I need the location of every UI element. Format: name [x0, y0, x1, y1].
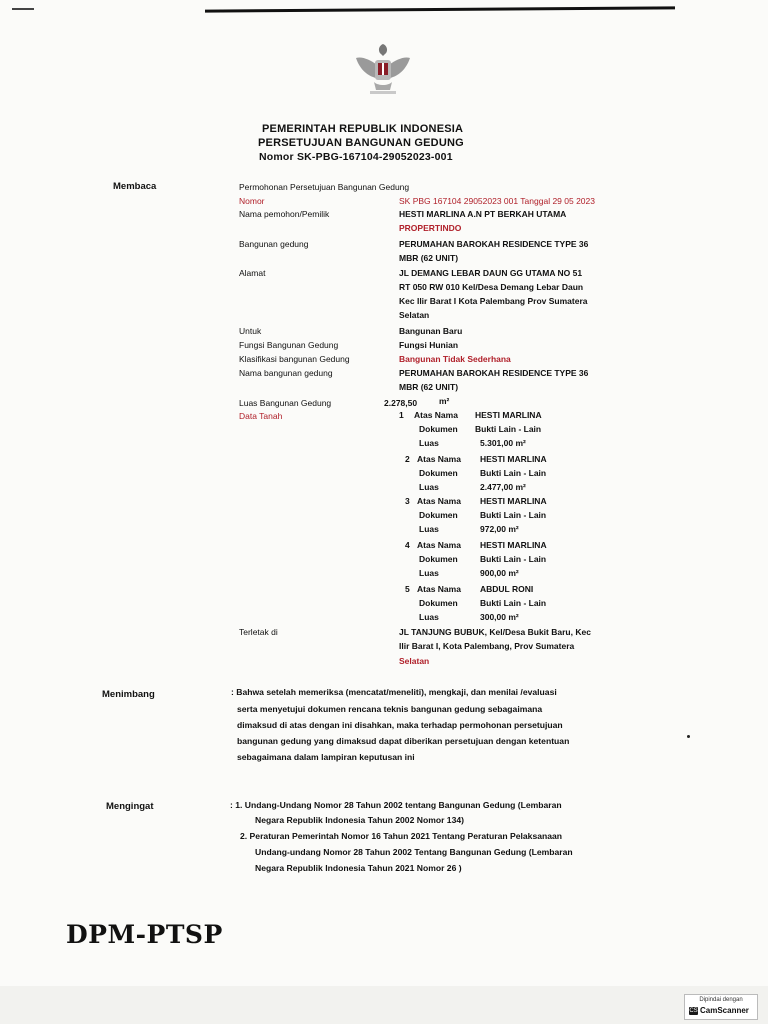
- tanah-5-atas-nama: ABDUL RONI: [480, 584, 534, 594]
- menimbang-line-4: bangunan gedung yang dimaksud dapat diberikan persetujuan dengan ketentuan: [237, 736, 570, 746]
- menimbang-line-5: sebagaimana dalam lampiran keputusan ini: [237, 752, 415, 762]
- tanah-4-dokumen: Bukti Lain - Lain: [480, 554, 547, 564]
- tanah-5-dokumen-label: Dokumen: [419, 598, 458, 608]
- value-terletak-3: Selatan: [399, 656, 430, 666]
- tanah-3-no: 3: [405, 496, 410, 506]
- tanah-3-luas-label: Luas: [419, 524, 439, 534]
- stray-dot: [687, 735, 690, 738]
- tanah-3-luas: 972,00 m²: [480, 524, 519, 534]
- tanah-3-dokumen: Bukti Lain - Lain: [480, 510, 547, 520]
- tanah-2-dokumen: Bukti Lain - Lain: [480, 468, 547, 478]
- mengingat-line-5: Negara Republik Indonesia Tahun 2021 Nomor 26 ): [255, 863, 462, 873]
- tanah-4-luas: 900,00 m²: [480, 568, 519, 578]
- value-fungsi: Fungsi Hunian: [399, 340, 459, 350]
- label-pemohon: Nama pemohon/Pemilik: [239, 209, 330, 219]
- value-nama-bangunan: PERUMAHAN BAROKAH RESIDENCE TYPE 36: [399, 368, 589, 378]
- label-nama-bangunan: Nama bangunan gedung: [239, 368, 333, 378]
- tanah-1-dokumen-label: Dokumen: [419, 424, 458, 434]
- value-nama-bangunan-2: MBR (62 UNIT): [399, 382, 459, 392]
- tanah-3-atas-nama-label: Atas Nama: [417, 496, 461, 506]
- tanah-4-luas-label: Luas: [419, 568, 439, 578]
- camscanner-badge: [684, 994, 758, 1020]
- label-alamat: Alamat: [239, 268, 266, 278]
- value-pemohon-2: PROPERTINDO: [399, 223, 462, 233]
- header-title: PERSETUJUAN BANGUNAN GEDUNG: [258, 137, 464, 149]
- value-terletak: JL TANJUNG BUBUK, Kel/Desa Bukit Baru, Kec: [399, 627, 591, 637]
- tanah-5-no: 5: [405, 584, 410, 594]
- label-untuk: Untuk: [239, 326, 262, 336]
- tanah-2-luas: 2.477,00 m²: [480, 482, 526, 492]
- tanah-2-dokumen-label: Dokumen: [419, 468, 458, 478]
- tanah-5-dokumen: Bukti Lain - Lain: [480, 598, 547, 608]
- value-luas-unit: m²: [439, 396, 450, 406]
- tanah-2-luas-label: Luas: [419, 482, 439, 492]
- tanah-4-atas-nama-label: Atas Nama: [417, 540, 461, 550]
- tanah-4-dokumen-label: Dokumen: [419, 554, 458, 564]
- menimbang-line-2: serta menyetujui dokumen rencana teknis bangunan gedung sebagaimana: [237, 704, 543, 714]
- tanah-2-atas-nama: HESTI MARLINA: [480, 454, 547, 464]
- tanah-1-no: 1: [399, 410, 404, 420]
- label-klasifikasi: Klasifikasi bangunan Gedung: [239, 354, 350, 364]
- top-border-line: [205, 6, 675, 12]
- value-alamat: JL DEMANG LEBAR DAUN GG UTAMA NO 51: [399, 268, 583, 278]
- header-government: PEMERINTAH REPUBLIK INDONESIA: [262, 123, 464, 135]
- tanah-3-dokumen-label: Dokumen: [419, 510, 458, 520]
- value-pemohon: HESTI MARLINA A.N PT BERKAH UTAMA: [399, 209, 567, 219]
- section-mengingat: Mengingat: [106, 801, 154, 812]
- value-bangunan-2: MBR (62 UNIT): [399, 253, 459, 263]
- value-luas-bangunan: 2.278,50: [384, 398, 418, 408]
- mengingat-line-2: Negara Republik Indonesia Tahun 2002 Nomor 134): [255, 815, 465, 825]
- value-bangunan: PERUMAHAN BAROKAH RESIDENCE TYPE 36: [399, 239, 589, 249]
- tanah-2-atas-nama-label: Atas Nama: [417, 454, 461, 464]
- tanah-3-atas-nama: HESTI MARLINA: [480, 496, 547, 506]
- header-number: Nomor SK-PBG-167104-29052023-001: [259, 151, 453, 163]
- membaca-intro: Permohonan Persetujuan Bangunan Gedung: [239, 182, 410, 192]
- tanah-5-atas-nama-label: Atas Nama: [417, 584, 461, 594]
- mengingat-line-1: : 1. Undang-Undang Nomor 28 Tahun 2002 tentang Bangunan Gedung (Lembaran: [230, 800, 562, 810]
- label-terletak: Terletak di: [239, 627, 278, 637]
- label-bangunan: Bangunan gedung: [239, 239, 309, 249]
- tanah-5-luas-label: Luas: [419, 612, 439, 622]
- tanah-1-atas-nama: HESTI MARLINA: [475, 410, 542, 420]
- value-untuk: Bangunan Baru: [399, 326, 463, 336]
- camscanner-caption: Dipindai dengan: [699, 997, 743, 1003]
- label-fungsi: Fungsi Bangunan Gedung: [239, 340, 339, 350]
- tanah-1-luas: 5.301,00 m²: [480, 438, 526, 448]
- mengingat-line-4: Undang-undang Nomor 28 Tahun 2002 Tentang Bangunan Gedung (Lembaran: [255, 847, 573, 857]
- value-alamat-4: Selatan: [399, 310, 430, 320]
- garuda-emblem-icon: [348, 38, 418, 98]
- value-nomor: SK PBG 167104 29052023 001 Tanggal 29 05 2023: [399, 196, 595, 206]
- tanah-1-luas-label: Luas: [419, 438, 439, 448]
- mengingat-line-3: 2. Peraturan Pemerintah Nomor 16 Tahun 2021 Tentang Peraturan Pelaksanaan: [240, 831, 563, 841]
- camscanner-icon: CS: [689, 1008, 698, 1014]
- section-membaca: Membaca: [113, 181, 157, 192]
- value-alamat-2: RT 050 RW 010 Kel/Desa Demang Lebar Daun: [399, 282, 584, 292]
- camscanner-name: CamScanner: [700, 1006, 749, 1015]
- tanah-2-no: 2: [405, 454, 410, 464]
- dpm-ptsp-logo: DPM-PTSP: [66, 920, 223, 949]
- tanah-1-dokumen: Bukti Lain - Lain: [475, 424, 542, 434]
- corner-mark: [12, 8, 34, 10]
- tanah-4-no: 4: [405, 540, 410, 550]
- label-luas-bangunan: Luas Bangunan Gedung: [239, 398, 332, 408]
- label-nomor: Nomor: [239, 196, 265, 206]
- value-alamat-3: Kec Ilir Barat I Kota Palembang Prov Sumatera: [399, 296, 588, 306]
- tanah-1-atas-nama-label: Atas Nama: [414, 410, 458, 420]
- menimbang-line-3: dimaksud di atas dengan ini disahkan, maka terhadap permohonan persetujuan: [237, 720, 563, 730]
- tanah-5-luas: 300,00 m²: [480, 612, 519, 622]
- value-terletak-2: Ilir Barat I, Kota Palembang, Prov Sumatera: [399, 641, 575, 651]
- menimbang-line-1: : Bahwa setelah memeriksa (mencatat/meneliti), mengkaji, dan menilai /evaluasi: [231, 687, 557, 697]
- label-data-tanah: Data Tanah: [239, 411, 283, 421]
- tanah-4-atas-nama: HESTI MARLINA: [480, 540, 547, 550]
- section-menimbang: Menimbang: [102, 689, 155, 700]
- value-klasifikasi: Bangunan Tidak Sederhana: [399, 354, 511, 364]
